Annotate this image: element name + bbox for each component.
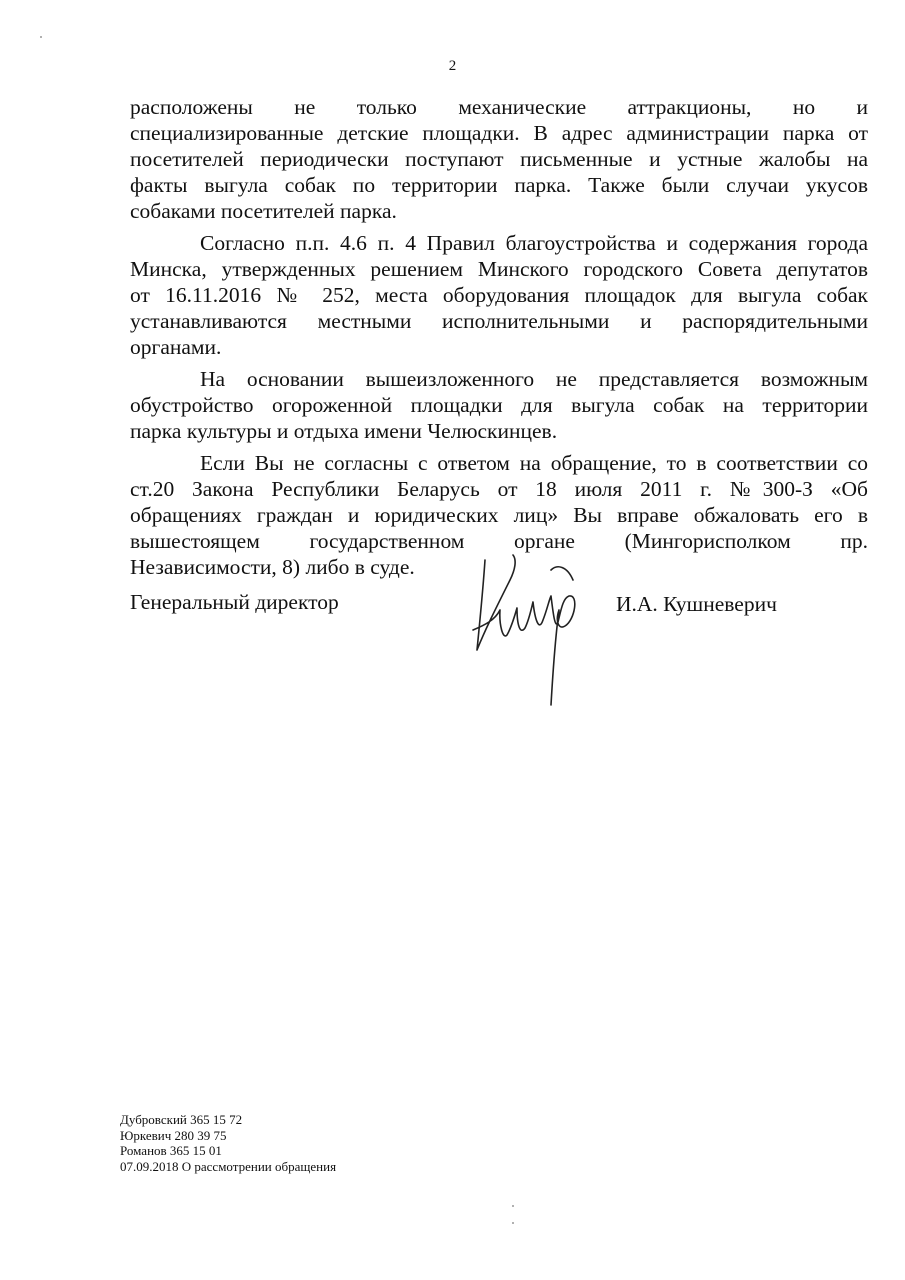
text-line: устанавливаются местными исполнительными и распорядительными bbox=[130, 309, 868, 333]
text-line: расположены не только механические аттракционы, но и bbox=[130, 95, 868, 119]
contact-line: Дубровский 365 15 72 bbox=[120, 1112, 243, 1127]
page-number: 2 bbox=[448, 58, 457, 74]
paragraph-1 bbox=[130, 94, 868, 224]
scan-speck bbox=[40, 36, 42, 38]
text-line: Если Вы не согласны с ответом на обращение, то в соответствии со bbox=[200, 451, 868, 475]
scan-speck bbox=[512, 1205, 514, 1207]
contact-line: Романов 365 15 01 bbox=[120, 1143, 222, 1158]
text-line: Независимости, 8) либо в суде. bbox=[130, 555, 415, 579]
signatory-role: Генеральный директор bbox=[130, 590, 339, 614]
text-line: собаками посетителей парка. bbox=[130, 199, 397, 223]
text-line: парка культуры и отдыха имени Челюскинцев. bbox=[130, 419, 558, 443]
footer-contacts bbox=[120, 1112, 336, 1174]
text-line: органами. bbox=[130, 335, 222, 359]
signatory-name: И.А. Кушневерич bbox=[616, 592, 777, 616]
letter-body bbox=[130, 94, 868, 586]
text-line: посетителей периодически поступают письменные и устные жалобы на bbox=[130, 147, 868, 171]
text-line: от 16.11.2016 № 252, места оборудования площадок для выгула собак bbox=[130, 283, 868, 307]
paragraph-3 bbox=[130, 366, 868, 444]
contact-line: Юркевич 280 39 75 bbox=[120, 1127, 227, 1143]
reference-line: 07.09.2018 О рассмотрении обращения bbox=[120, 1158, 337, 1174]
text-line: Согласно п.п. 4.6 п. 4 Правил благоустройства и содержания города bbox=[200, 231, 868, 255]
text-line: ст.20 Закона Республики Беларусь от 18 июля 2011 г. №300-З «Об bbox=[130, 477, 868, 501]
paragraph-2 bbox=[130, 230, 868, 360]
text-line: обустройство огороженной площадки для выгула собак на территории bbox=[130, 393, 868, 417]
text-line: факты выгула собак по территории парка. Также были случаи укусов bbox=[130, 173, 868, 197]
text-line: обращениях граждан и юридических лиц» Вы вправе обжаловать его в bbox=[130, 503, 868, 527]
scan-speck bbox=[512, 1222, 514, 1224]
handwritten-signature bbox=[455, 540, 605, 710]
text-line: На основании вышеизложенного не представляется возможным bbox=[200, 367, 868, 391]
text-line: специализированные детские площадки. В адрес администрации парка от bbox=[130, 121, 868, 145]
text-line: Минска, утвержденных решением Минского городского Совета депутатов bbox=[130, 257, 868, 281]
text-line: вышестоящем государственном органе (Мингорисполком пр. bbox=[130, 529, 868, 553]
